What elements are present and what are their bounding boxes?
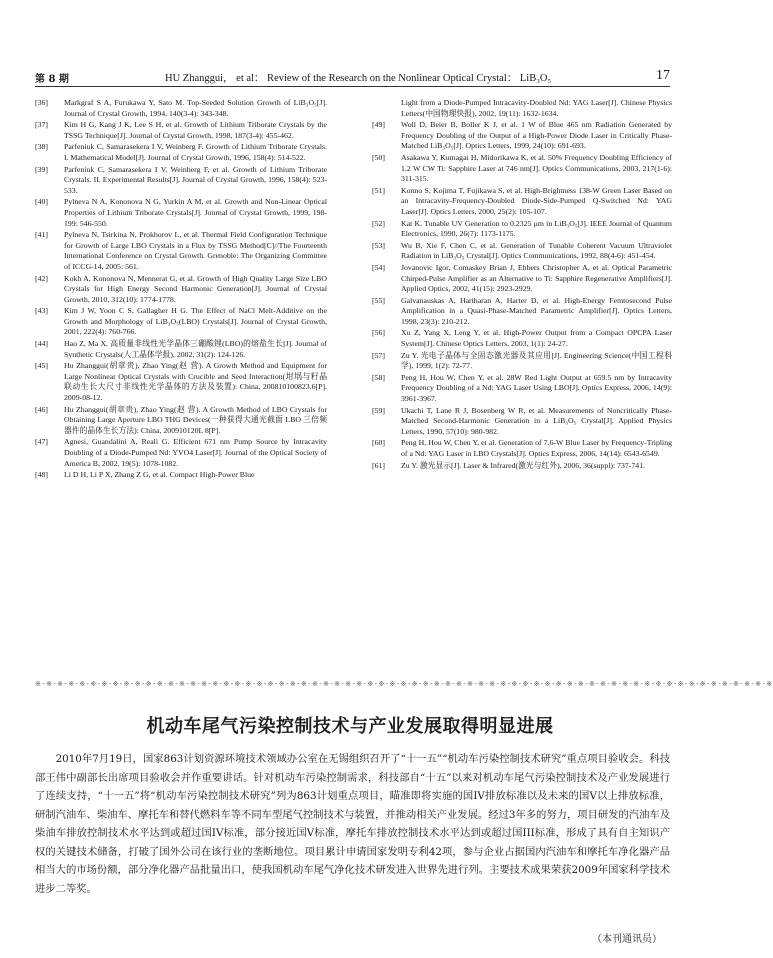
reference-item	[372, 328, 672, 349]
reference-number: [46]	[35, 404, 48, 414]
reference-number: [37]	[35, 120, 48, 130]
reference-text: Markgraf S A, Furukawa Y, Sato M. Top-Seeded Solution Growth of LiB₃O₅[J]. Journal of Crystal Growth, 1994, 140(3-4): 343-348.	[64, 98, 327, 118]
news-signature: （本刊通讯员）	[592, 934, 662, 945]
reference-item	[35, 361, 327, 403]
reference-number: [36]	[35, 98, 48, 107]
reference-number: [47]	[35, 437, 48, 447]
reference-item	[35, 470, 327, 481]
reference-item	[372, 406, 672, 438]
reference-text: Ukachi T, Lane R J, Bosenberg W R, et al. Measurements of Noncritically Phase-Matched Second-Harmonic Generation in a LiB₃O₅ Crystal[J]. Applied Physics Letters, 1990, 57(10): 980-982.	[401, 405, 672, 436]
issue-number: 第 8 期	[35, 74, 69, 85]
reference-item	[372, 263, 672, 295]
section-divider: ※-※-※-※-※-※-※-※-※-※-※-※-※-※-※-※-※-※-※-※-※-※-※-※-※-※-※-※-※-※-※-※-※-※-※-※-※-※-※-※-※-※-※-※-※-※-※-※-※-※-※-※-※-※-※-※-※-※-※-※-※-※-※-※-※-※-※	[35, 680, 773, 688]
news-title: 机动车尾气污染控制技术与产业发展取得明显进展	[146, 716, 554, 737]
reference-text: Wu B, Xie F, Chen C, et al. Generation of Tunable Coherent Vacuum Ultraviolet Radiation in LiB₃O₅ Crystal[J]. Optics Communications, 1992, 88(4-6): 451-454.	[401, 240, 672, 261]
reference-text: Asakawa Y, Kumagai H, Midorikawa K, et al. 50% Frequency Doubling Efficiency of 1.2 W CW Ti: Sapphire Laser at 746 nm[J]. Optics Communications, 2003, 217(1-6): 311-315.	[401, 152, 672, 184]
reference-item	[372, 241, 672, 262]
reference-number: [55]	[372, 295, 385, 305]
reference-text: Jovanovic Igor, Comaskey Brian J, Ebbers Christopher A, et al. Optical Parametric Chirped-Pulse Amplifier as an Alternative to Ti: Sapphire Regenerative Amplifiers[J]. Applied Optics, 2002, 41(15): 2923-2929.	[401, 262, 672, 294]
reference-text: Kokh A, Kononova N, Mennerat G, et al. Growth of High Quality Large Size LBO Crystals for High Energy Second Harmonic Generation[J]. Journal of Crystal Growth, 2010, 312(10): 1774-1778.	[64, 273, 327, 304]
header-rule	[35, 86, 670, 87]
reference-item	[372, 219, 672, 240]
reference-item	[372, 461, 672, 472]
reference-item	[35, 142, 327, 163]
reference-number: [58]	[372, 372, 385, 382]
references-left-column	[35, 98, 327, 482]
reference-item	[372, 153, 672, 185]
reference-number: [38]	[35, 142, 48, 152]
reference-text: Parfeniuk C, Samarasekera I V, Weinberg F, et al. Growth of Lithium Triborate Crystals. II. Experimental Results[J]. Journal of Crystal Growth, 1996, 158(4): 523-533.	[64, 164, 327, 195]
reference-item	[35, 339, 327, 360]
reference-item	[372, 186, 672, 218]
reference-item	[35, 274, 327, 306]
running-head: HU Zhanggui， et al： Review of the Research on the Nonlinear Optical Crystal： LiB₃O₅	[165, 73, 552, 84]
references-right-column	[372, 98, 672, 472]
reference-number: [61]	[372, 460, 385, 470]
page-header	[35, 70, 670, 86]
reference-item	[35, 405, 327, 437]
reference-text: Hao Z, Ma X. 高质量非线性光学晶体三硼酸锂(LBO)的熔盐生长[J]. Journal of Synthetic Crystals(人工晶体学报), 2002, 31(2): 124-126.	[64, 339, 327, 359]
reference-text: Hu Zhanggui(胡章贵), Zhao Ying(赵 营). A Growth Method and Equipment for Large Nonlinear Optical Crystals with Crucible and Seed Interaction(坩埚与籽晶联动生长大尺寸非线性光学晶体的方法及装置): China, 200810100823.6[P]. 2009-08-12.	[64, 361, 327, 403]
reference-number: [40]	[35, 197, 48, 207]
reference-item	[35, 165, 327, 197]
news-body: 2010年7月19日，国家863计划资源环境技术领域办公室在无锡组织召开了“十一五”“机动车污染控制技术研究”重点项目验收会。科技部王伟中副部长出席项目验收会并作重要讲话。针对机动车污染控制需求，科技部自“十五”以来对机动车尾气污染控制技术及产业发展进行了连续支持，“十一五”将“机动车污染控制技术研究”列为863计划重点项目，瞄准即将实施的国IV排放标准以及未来的国V以上排放标准，研制汽油车、柴油车、摩托车和替代燃料车等不同车型尾气控制技术与装置，并推动相关产业发展。经过3年多的努力，项目研发的汽油车及柴油车排放控制技术水平达到或超过国IV标准，部分接近国V标准，摩托车排放控制技术水平达到或超过国III标准，形成了具有自主知识产权的关键技术储备，打破了国外公司在该行业的垄断地位。项目累计申请国家发明专利42项，参与企业占据国内汽油车和摩托车净化器产品相当大的市场份额，部分净化器产品批量出口，使我国机动车尾气净化技术研发进入世界先进行列。主要技术成果荣获2009年国家科学技术进步二等奖。	[35, 753, 670, 895]
reference-text: Woll D, Beier B, Boller K J, et al. 1 W of Blue 465 nm Radiation Generated by Frequency Doubling of the Output of a High-Power Diode Laser in Critically Phase-Matched LiB₃O₅[J]. Optics Letters, 1999, 24(10): 691-693.	[401, 120, 672, 151]
reference-text: Li D H, Li P X, Zhang Z G, et al. Compact High-Power Blue	[64, 470, 255, 480]
reference-text: Zu Y. 激光显示[J]. Laser & Infrared(激光与红外), 2006, 36(suppl): 737-741.	[401, 460, 646, 470]
reference-number: [43]	[35, 306, 48, 316]
reference-item	[372, 120, 672, 152]
reference-text: Kat K. Tunable UV Generation to 0.2325 μm in LiB₃O₅[J]. IEEE Journal of Quantum Electronics, 1990, 26(7): 1173-1175.	[401, 218, 672, 239]
reference-text: Light from a Diode-Pumped Intracavity-Doubled Nd: YAG Laser[J]. Chinese Physics Letters(中国物理快报), 2002, 19(11): 1632-1634.	[401, 98, 672, 118]
reference-item	[372, 438, 672, 459]
reference-item	[35, 230, 327, 272]
reference-text: Peng H, Hou W, Chen Y, et al. Generation of 7.6-W Blue Laser by Frequency-Tripling of a Nd: YAG Laser in LBO Crystals[J]. Optics Express, 2006, 14(14): 6543-6549.	[401, 438, 672, 458]
reference-item	[372, 98, 672, 119]
reference-number: [54]	[372, 262, 385, 272]
reference-number: [45]	[35, 361, 48, 371]
reference-text: Hu Zhanggui(胡章贵), Zhao Ying(赵 营). A Growth Method of LBO Crystals for Obtaining Large Aperture LBO THG Devices(一种获得大通光截面 LBO 三倍频器件的晶体生长方法): China, 200910120L 8[P].	[64, 404, 327, 435]
reference-item	[372, 296, 672, 328]
reference-number: [59]	[372, 405, 385, 415]
reference-number: [60]	[372, 438, 385, 448]
reference-number: [57]	[372, 350, 385, 360]
reference-text: Konno S, Kojima T, Fujikawa S, et al. High-Brightness 138-W Green Laser Based on an Intracavity-Frequency-Doubled Diode-Side-Pumped Q-Switched Nd: YAG Laser[J]. Optics Letters, 2000, 25(2): 105-107.	[401, 185, 672, 216]
reference-text: Pylneva N, Tsirkina N, Prokhorov L, et al. Thermal Field Configuration Technique for Growth of Large LBO Crystals in a Flux by TSSG Method[C]//The Fourteenth International Conference on Crystal Growth. Grenoble: The Organizing Committee of ICCG-14, 2005: 561.	[64, 230, 327, 271]
reference-text: Galvanauskas A, Hariharan A, Harter D, et al. High-Energy Femtosecond Pulse Amplification in a Quasi-Phase-Matched Parametric Amplifier[J]. Optics Letters, 1998, 23(3): 210-212.	[401, 295, 672, 326]
reference-number: [53]	[372, 240, 385, 250]
reference-number: [41]	[35, 230, 48, 240]
reference-text: Agnesi, Guandalini A, Reali G. Efficient 671 nm Pump Source by Intracavity Doubling of a Diode-Pumped Nd: YVO4 Laser[J]. Journal of the Optical Society of America B, 2002, 19(5): 1078-1082.	[64, 437, 327, 468]
reference-number: [56]	[372, 328, 385, 338]
reference-number: [48]	[35, 470, 48, 480]
reference-number: [49]	[372, 120, 385, 130]
reference-item	[372, 351, 672, 372]
reference-number: [51]	[372, 185, 385, 195]
reference-item	[35, 120, 327, 141]
reference-number: [52]	[372, 218, 385, 228]
reference-number: [50]	[372, 152, 385, 162]
reference-text: Zu Y. 光电子晶体与全固态激光器及其应用[J]. Engineering Science(中国工程科学), 1999, 1(2): 72-77.	[401, 350, 672, 371]
reference-text: Kim H G, Kang J K, Lee S H, et al. Growth of Lithium Triborate Crystals by the TSSG Technique[J]. Journal of Crystal Growth, 1998, 187(3-4): 455-462.	[64, 120, 327, 140]
reference-item	[372, 373, 672, 405]
reference-number: [44]	[35, 339, 48, 349]
reference-item	[35, 437, 327, 469]
page-number: 17	[656, 68, 670, 83]
reference-item	[35, 306, 327, 338]
reference-text: Peng H, Hou W, Chen Y, et al. 28W Red Light Output at 659.5 nm by Intracavity Frequency Doubling of a Nd: YAG Laser Using LBO[J]. Optics Express, 2006, 14(9): 3961-3967.	[401, 372, 672, 404]
reference-text: Kim J W, Yoon C S, Gallagher H G. The Effect of NaCl Melt-Additive on the Growth and Morphology of LiB₃O₅(LBO) Crystals[J]. Journal of Crystal Growth, 2001, 222(4): 760-766.	[64, 306, 327, 337]
reference-number: [39]	[35, 164, 48, 174]
reference-item	[35, 98, 327, 119]
reference-number: [42]	[35, 273, 48, 283]
reference-item	[35, 197, 327, 229]
reference-text: Xu Z, Yang X, Leng Y, et al. High-Power Output from a Compact OPCPA Laser System[J]. Chinese Optics Letters, 2003, 1(1): 24-27.	[401, 328, 672, 349]
reference-text: Parfeniuk C, Samarasekera I V, Weinberg F. Growth of Lithium Triborate Crystals. I. Mathematical Model[J]. Journal of Crystal Growth, 1996, 158(4): 514-522.	[64, 142, 327, 162]
reference-text: Pylneva N A, Kononova N G, Yurkin A M, et al. Growth and Non-Linear Optical Properties of Lithium Triborate Crystals[J]. Journal of Crystal Growth, 1999, 198-199: 546-550.	[64, 197, 327, 228]
